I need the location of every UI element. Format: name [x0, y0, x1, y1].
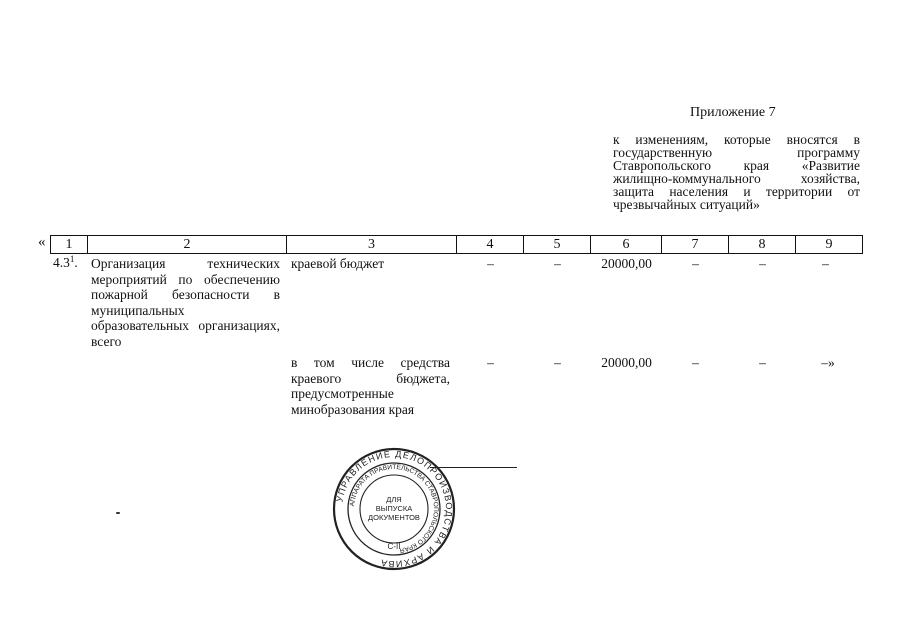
table-open-quote: «: [38, 234, 46, 250]
header-cell-7: 7: [662, 236, 729, 254]
row-number-dot: .: [74, 255, 78, 270]
stamp-center-line-3: ДОКУМЕНТОВ: [368, 513, 420, 522]
header-cell-8: 8: [729, 236, 796, 254]
header-cell-4: 4: [457, 236, 524, 254]
stamp-center-line-2: ВЫПУСКА: [375, 504, 413, 513]
subrow-col-4: –: [487, 355, 494, 370]
row-number: [53, 255, 78, 271]
row-col-7: –: [692, 256, 699, 271]
row-col-6-amount: 20000,00: [601, 256, 652, 271]
stamp-center-line-1: ДЛЯ: [386, 495, 402, 504]
header-cell-3: 3: [287, 236, 457, 254]
row-col-8: –: [759, 256, 766, 271]
row-col-5: –: [554, 256, 561, 271]
subrow-col-5: –: [554, 355, 561, 370]
appendix-description: к изменениям, которые вносятся в государственную программу Ставропольского края «Развитие жилищно-коммунального хозяйства, защита населения и территории от чрезвычайных ситуаций»: [613, 132, 860, 212]
header-row: [51, 236, 863, 254]
official-stamp: [332, 447, 456, 571]
appendix-title: Приложение 7: [690, 105, 776, 120]
stamp-bottom-code: С-II: [387, 542, 401, 551]
table-header: [50, 235, 863, 254]
scan-speck: [116, 512, 120, 514]
header-cell-1: 1: [51, 236, 88, 254]
stamp-inner-ring-text: АППАРАТА ПРАВИТЕЛЬСТВА СТАВРОПОЛЬСКОГО КРАЯ: [349, 463, 440, 554]
subrow-col-9: –»: [821, 355, 835, 370]
subrow-col-8: –: [759, 355, 766, 370]
header-cell-9: 9: [796, 236, 863, 254]
subrow-funding-source: в том числе средства краевого бюджета, предусмотренные минобразования края: [291, 355, 450, 417]
stamp-outer-text: УПРАВЛЕНИЕ ДЕЛОПРОИЗВОДСТВА И АРХИВА: [334, 448, 455, 570]
row-col-4: –: [487, 256, 494, 271]
subrow-col-7: –: [692, 355, 699, 370]
row-funding-source: краевой бюджет: [291, 256, 385, 271]
row-number-superscript: 1: [69, 254, 75, 264]
subrow-col-6-amount: 20000,00: [601, 355, 652, 370]
header-cell-6: 6: [591, 236, 662, 254]
row-col-9: –: [822, 256, 829, 271]
header-cell-5: 5: [524, 236, 591, 254]
row-number-main: 4.3: [53, 255, 70, 270]
row-activity-name: Организация технических мероприятий по обеспечению пожарной безопасности в муниципальных образовательных организациях, всего: [91, 256, 280, 349]
header-cell-2: 2: [88, 236, 287, 254]
